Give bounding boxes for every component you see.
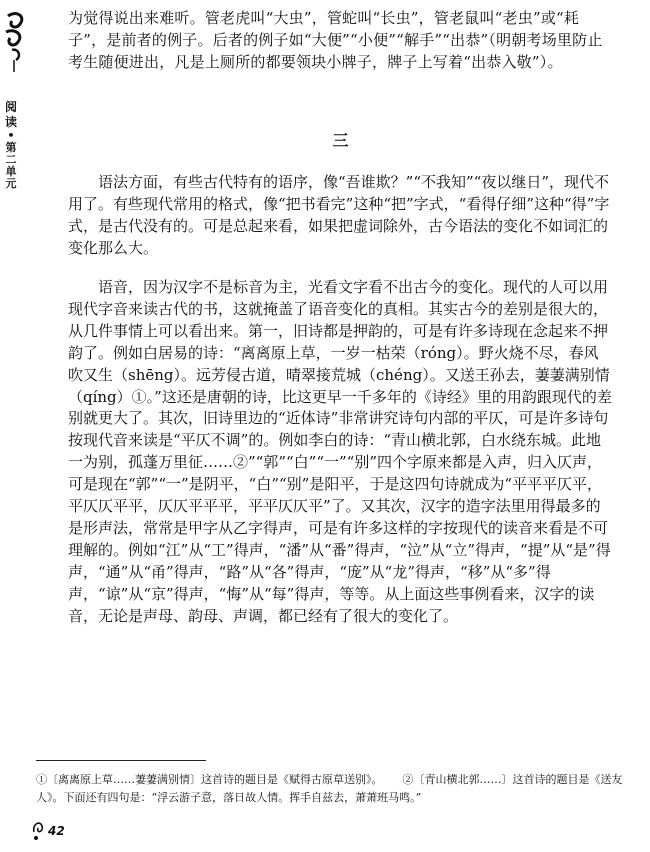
side-tab-char: 第	[5, 141, 17, 154]
body-text-top	[68, 8, 613, 74]
paragraph-phonology: 语音，因为汉字不是标音为主，光看文字看不出古今的变化。现代的人可以用现代字音来读古代的书，这就掩盖了语音变化的真相。其实古今的差别是很大的，从几件事情上可以看出来。第一，旧诗都是押韵的，可是有许多诗现在念起来不押韵了。例如白居易的诗：“离离原上草，一岁一枯荣（róng）。野火烧不尽，春风吹又生（shēng）。远芳侵古道，晴翠接荒城（chéng）。又送王孙去，萋萋满别情（qíng）①。”这还是唐朝的诗，比这更早一千多年的《诗经》里的用韵跟现代的差别就更大了。其次，旧诗里边的“近体诗”非常讲究诗句内部的平仄，可是许多诗句按现代音来读是“平仄不调”的。例如李白的诗：“青山横北郭，白水绕东城。此地一为别，孤蓬万里征……②”“郭”“白”“一”“别”四个字原来都是入声，归入仄声，可是现在“郭”“一”是阴平，“白”“别”是阳平，于是这四句诗就成为“平平平仄平，平仄仄平平，仄仄平平平，平平仄仄平”了。又其次，汉字的造字法里用得最多的是形声法，常常是甲字从乙字得声，可是有许多这样的字按现代的读音来看是不可理解的。例如“江”从“工”得声，“潘”从“番”得声，“泣”从“立”得声，“提”从“是”得声，“通”从“甬”得声，“路”从“各”得声，“庞”从“龙”得声，“移”从“多”得声，“谅”从“京”得声，“悔”从“每”得声，等等。从上面这些事例看来，汉字的读音，无论是声母、韵母、声调，都已经有了很大的变化了。	[68, 278, 612, 625]
grammar-section	[68, 172, 613, 260]
footnote-divider	[36, 760, 206, 761]
page-number: 42	[48, 824, 65, 838]
section-heading: 三	[332, 131, 349, 150]
footnote-1: ①〔离离原上草……萋萋满别情〕这首诗的题目是《赋得古原草送别》。	[36, 773, 383, 786]
side-tab-char: 单	[5, 165, 17, 178]
decorative-swirl-icon	[2, 10, 28, 74]
side-tab-char: 二	[5, 153, 17, 166]
footnote-2: ②〔青山横北郭……〕这首诗的题目是《送友人》。下面还有四句是：“浮云游子意，落日故人情。挥手自兹去，萧萧班马鸣。”	[36, 773, 623, 804]
side-tab-char: •	[7, 129, 15, 142]
footnotes	[36, 771, 626, 807]
unit-side-tab	[4, 100, 18, 190]
side-tab-char: 读	[4, 115, 17, 129]
side-tab-char: 元	[5, 177, 17, 190]
paragraph-grammar: 语法方面，有些古代特有的语序，像“吾谁欺？”“不我知”“夜以继日”，现代不用了。有些现代常用的格式，像“把书看完”这种“把”字式，“看得仔细”这种“得”字式，是古代没有的。可是总起来看，如果把虚词除外，古今语法的变化不如词汇的变化那么大。	[68, 173, 610, 257]
phonology-section	[68, 277, 613, 628]
paragraph-continued: 为觉得说出来难听。管老虎叫“大虫”，管蛇叫“长虫”，管老鼠叫“老虫”或“耗子”，是前者的例子。后者的例子如“大便”“小便”“解手”“出恭”（明朝考场里防止考生随便进出，凡是上厕所的都要领块小牌子，牌子上写着“出恭入敬”）。	[68, 9, 603, 71]
side-tab-char: 阅	[4, 100, 17, 114]
